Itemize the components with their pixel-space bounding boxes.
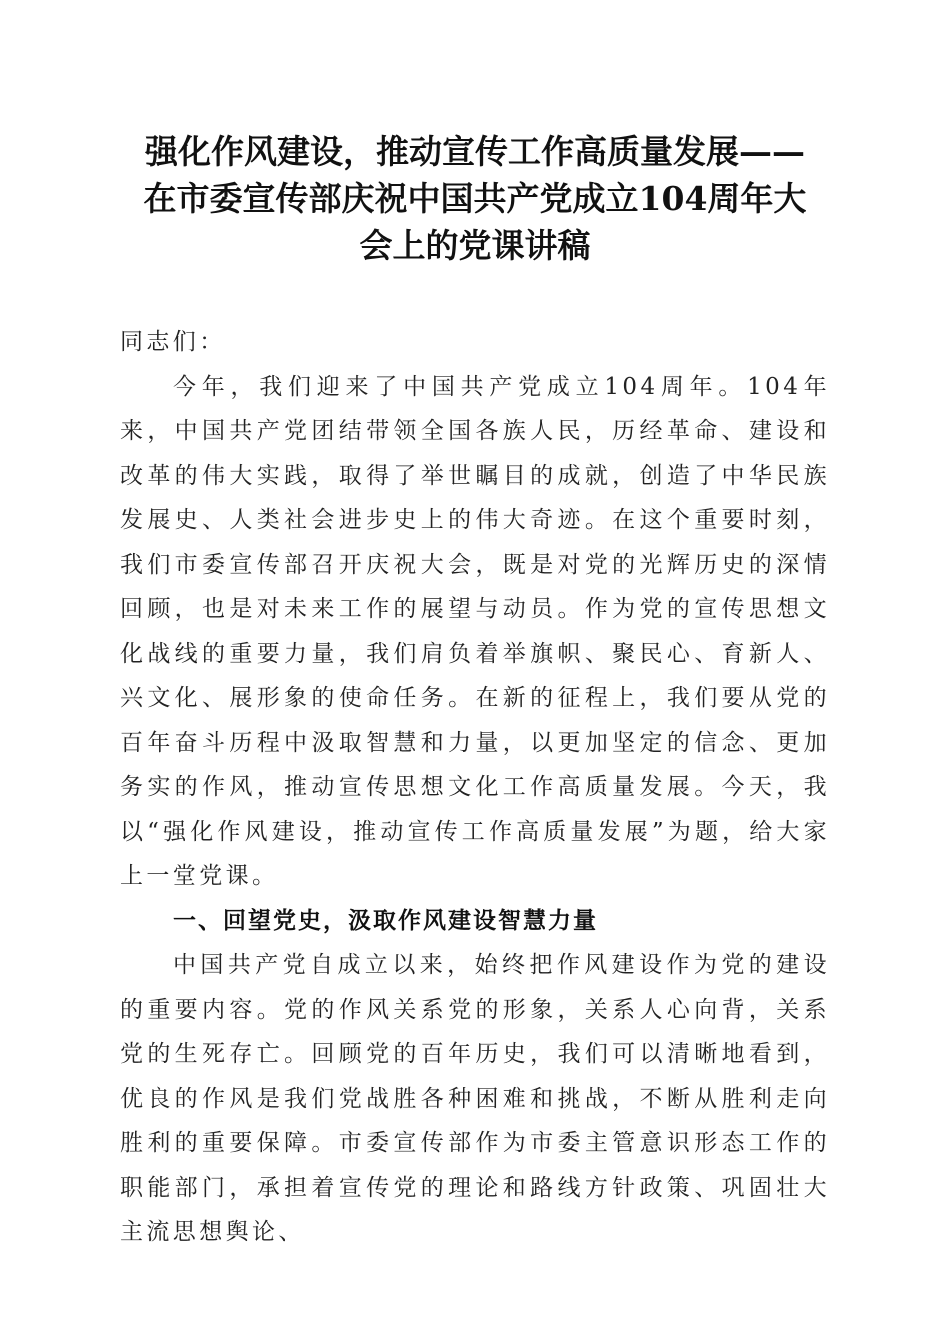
title-line-3: 会上的党课讲稿: [359, 226, 591, 265]
title-line-2: 在市委宣传部庆祝中国共产党成立104周年大: [143, 179, 807, 218]
title-line-1: 强化作风建设，推动宣传工作高质量发展——: [145, 132, 805, 171]
document-body: [120, 320, 830, 1255]
paragraph-section-1: 中国共产党自成立以来，始终把作风建设作为党的建设的重要内容。党的作风关系党的形象，关系人心向背，关系党的生死存亡。回顾党的百年历史，我们可以清晰地看到，优良的作风是我们党战胜各种困难和挑战，不断从胜利走向胜利的重要保障。市委宣传部作为市委主管意识形态工作的职能部门，承担着宣传党的理论和路线方针政策、巩固壮大主流思想舆论、: [120, 952, 830, 1245]
section-heading-1: 一、回望党史，汲取作风建设智慧力量: [173, 907, 598, 934]
salutation: 同志们：: [120, 329, 226, 355]
paragraph-intro: 今年，我们迎来了中国共产党成立104周年。104年来，中国共产党团结带领全国各族人民，历经革命、建设和改革的伟大实践，取得了举世瞩目的成就，创造了中华民族发展史、人类社会进步史上的伟大奇迹。在这个重要时刻，我们市委宣传部召开庆祝大会，既是对党的光辉历史的深情回顾，也是对未来工作的展望与动员。作为党的宣传思想文化战线的重要力量，我们肩负着举旗帜、聚民心、育新人、兴文化、展形象的使命任务。在新的征程上，我们要从党的百年奋斗历程中汲取智慧和力量，以更加坚定的信念、更加务实的作风，推动宣传思想文化工作高质量发展。今天，我以“强化作风建设，推动宣传工作高质量发展”为题，给大家上一堂党课。: [120, 373, 830, 889]
document-title: [110, 128, 840, 269]
